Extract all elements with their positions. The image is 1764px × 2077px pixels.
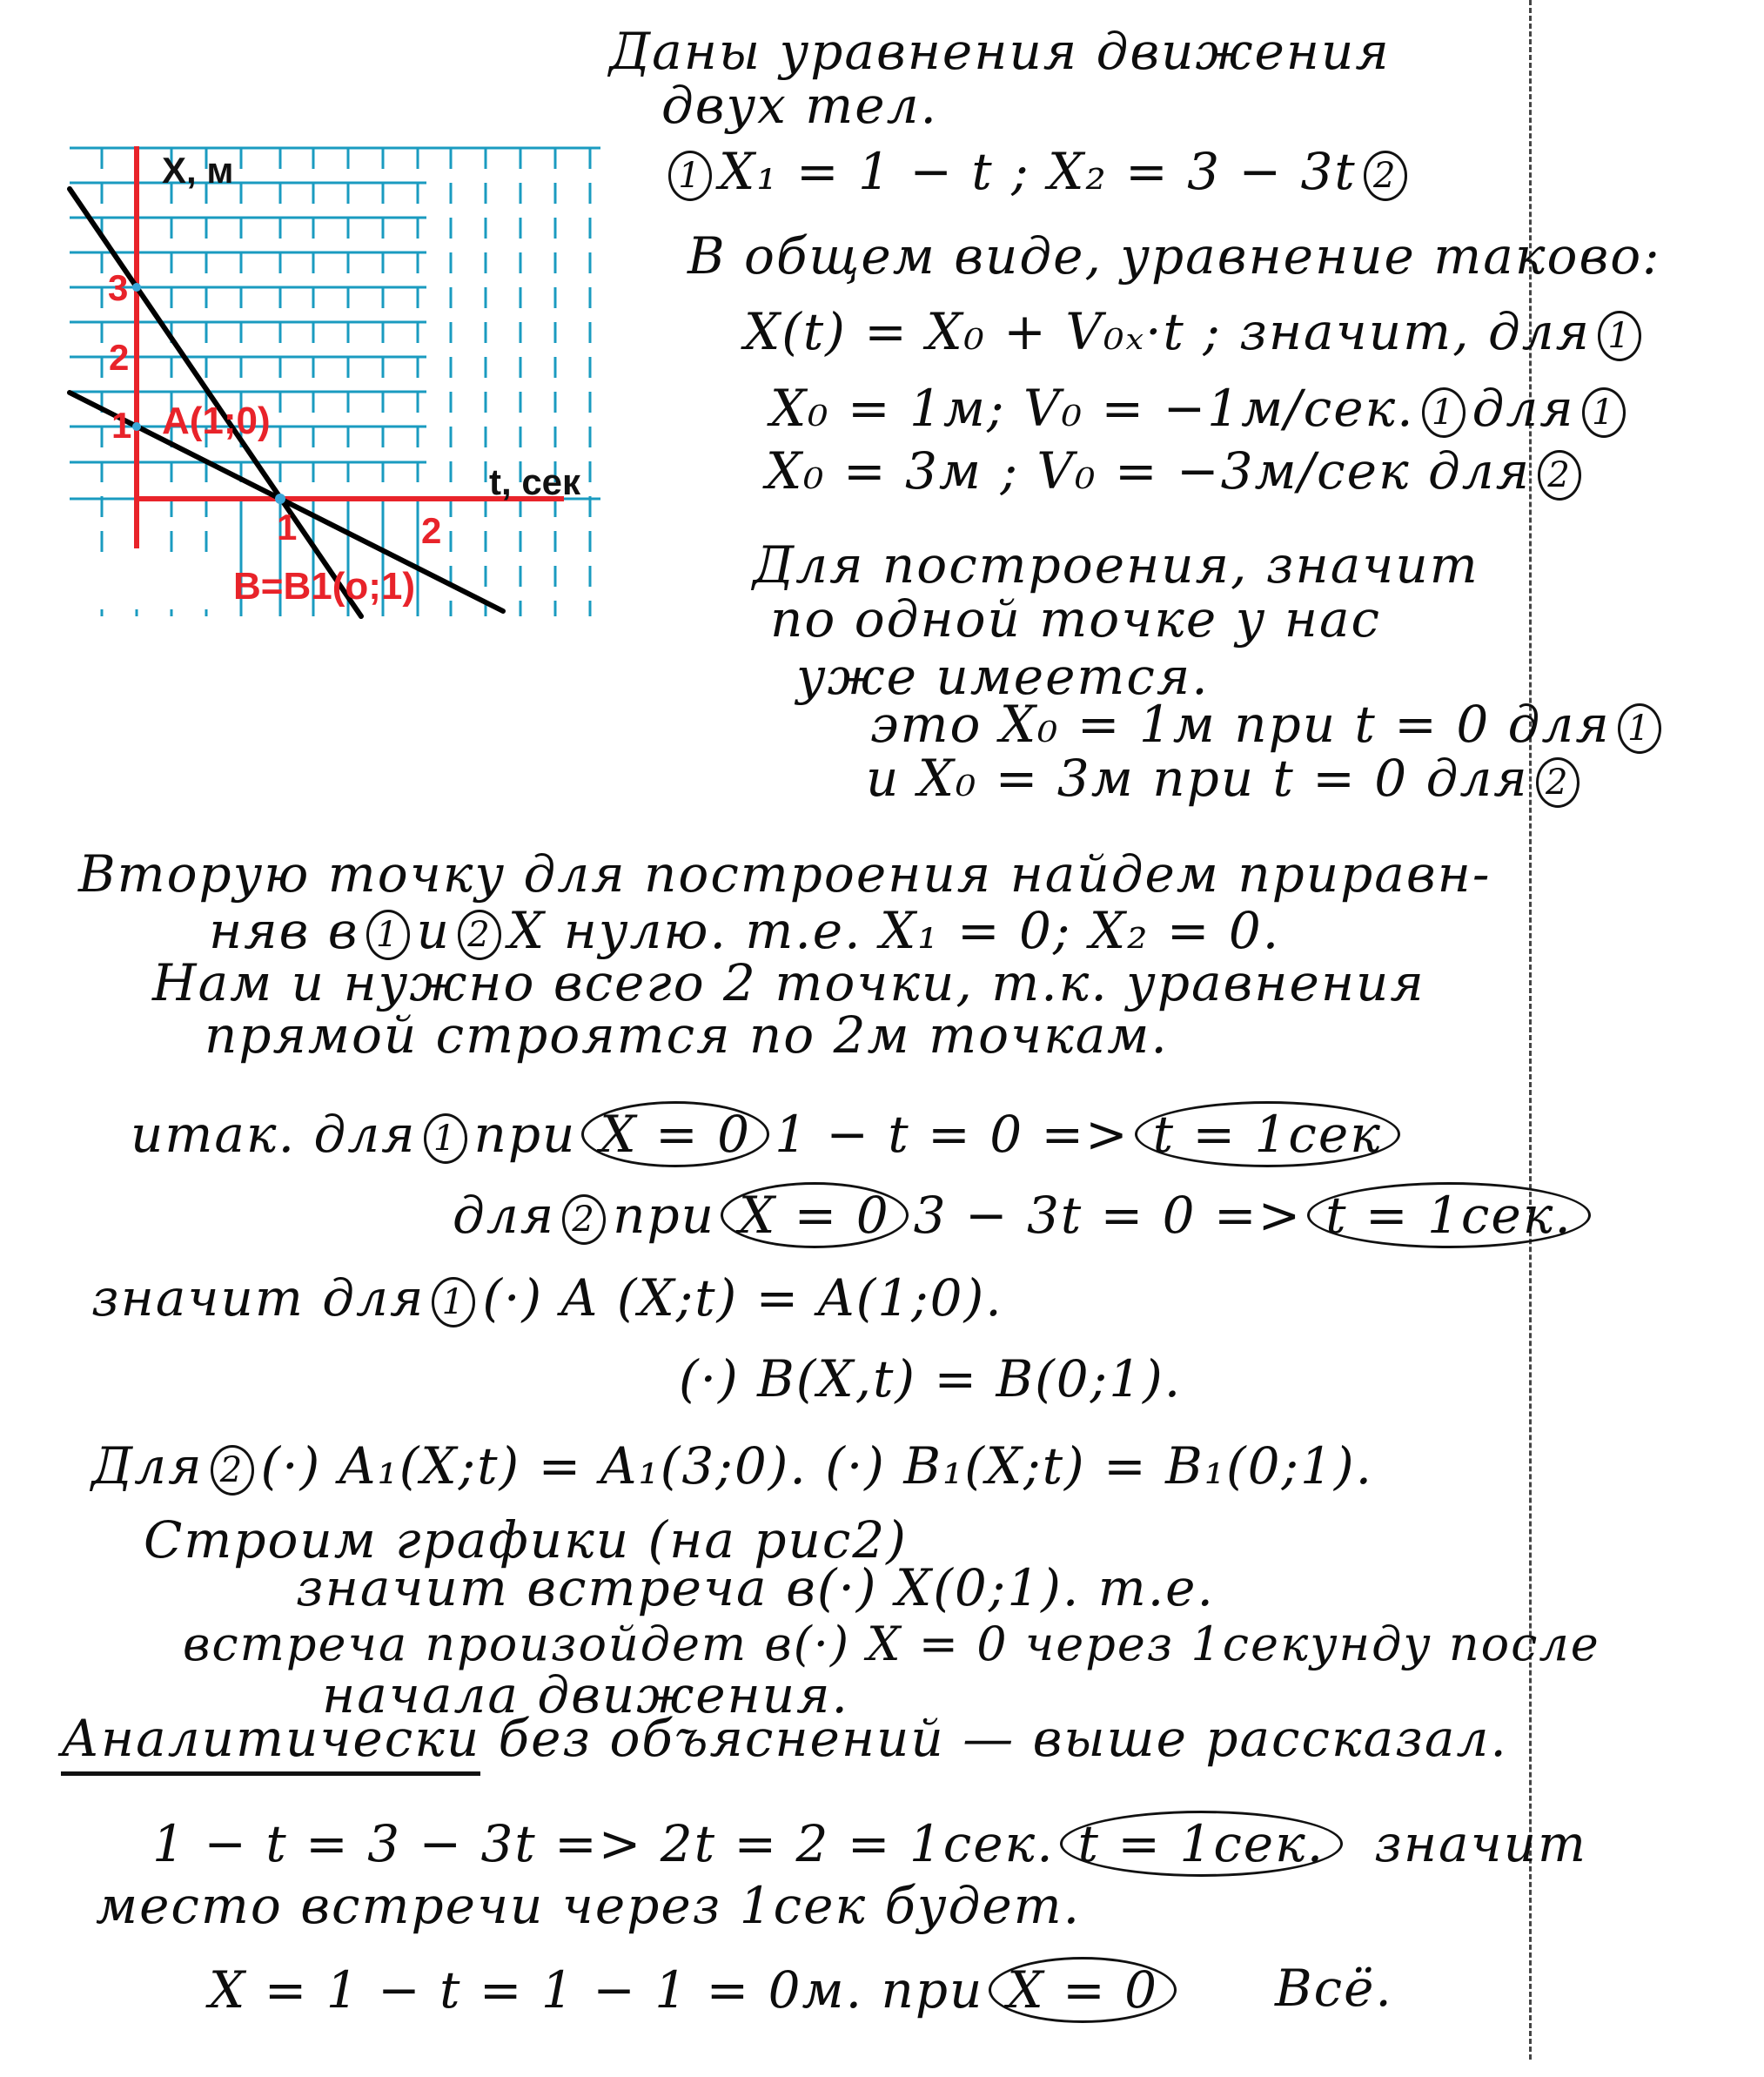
x-tick-2: 2	[421, 510, 442, 551]
point-a-label: A(1;0)	[162, 400, 271, 442]
text: X нулю. т.е. X₁ = 0; X₂ = 0.	[507, 901, 1281, 960]
text-line	[866, 749, 1586, 808]
circled-number-1: 1	[366, 910, 410, 960]
circled-result: t = 1сек	[1135, 1101, 1400, 1167]
text-line	[453, 1182, 1596, 1248]
circled-number-1: 1	[1618, 703, 1661, 754]
text: для	[1472, 379, 1575, 438]
text-line	[152, 1811, 1587, 1877]
body2-params: X₀ = 3м ; V₀ = −3м/сек для	[766, 441, 1532, 501]
text-line: уже имеется.	[796, 647, 1210, 706]
text-line: прямой строятся по 2м точкам.	[205, 1005, 1169, 1065]
text: 1 − t = 3 − 3t => 2t = 2 = 1сек.	[152, 1814, 1055, 1873]
text-line	[91, 1436, 1374, 1496]
y-axis-label: X, м	[162, 150, 234, 191]
text-line: (·) B(X,t) = B(0;1).	[679, 1349, 1183, 1408]
text-line: Строим графики (на рис2)	[144, 1510, 908, 1570]
text: при	[613, 1186, 715, 1245]
circled-number-1: 1	[1598, 311, 1641, 361]
text-line: значит встреча в(·) X(0;1). т.е.	[296, 1558, 1215, 1617]
text-line	[870, 695, 1668, 754]
circled-number-2: 2	[458, 910, 501, 960]
text-line	[209, 901, 1281, 960]
text-line-end: Всё.	[1275, 1959, 1393, 2018]
y-tick-1: 1	[111, 405, 132, 446]
general-equation: X(t) = X₀ + V₀ₓ·t ; значит, для	[744, 302, 1592, 361]
text: это X₀ = 1м при t = 0 для	[870, 695, 1611, 754]
circled-number-1: 1	[432, 1277, 475, 1328]
text: 3 − 3t = 0 =>	[913, 1186, 1303, 1245]
circled-number-2: 2	[211, 1445, 254, 1496]
text-line: Нам и нужно всего 2 точки, т.к. уравнения	[152, 953, 1425, 1012]
text-line: встреча произойдет в(·) X = 0 через 1секунду после	[183, 1617, 1600, 1671]
circled-result: t = 1сек.	[1307, 1182, 1591, 1248]
body1-params: X₀ = 1м; V₀ = −1м/сек.	[770, 379, 1415, 438]
text-line: Для построения, значит	[753, 535, 1479, 595]
text: (·) A (X;t) = A(1;0).	[482, 1268, 1003, 1328]
text-line	[744, 302, 1648, 361]
text-line: начала движения.	[322, 1665, 849, 1724]
text: X = 1 − t = 1 − 1 = 0м. при	[209, 1960, 984, 2020]
point-b-label: B=B1(o;1)	[233, 565, 416, 608]
text: и	[416, 901, 451, 960]
x-tick-1: 1	[277, 507, 298, 548]
text-line: В общем виде, уравнение таково:	[687, 226, 1661, 286]
circled-number-2: 2	[1536, 757, 1580, 808]
text-line: место встречи через 1сек будет.	[96, 1876, 1082, 1935]
motion-graph	[0, 0, 627, 662]
text-line	[770, 379, 1633, 438]
circled-number-2: 2	[1538, 450, 1581, 501]
text-line	[766, 441, 1588, 501]
circled-expression: X = 0	[581, 1101, 769, 1167]
text-line	[209, 1957, 1182, 2023]
text: значит	[1374, 1814, 1588, 1873]
text: итак. для	[131, 1105, 417, 1164]
x-axis-label: t, сек	[489, 461, 581, 502]
text-line	[61, 1709, 1508, 1768]
circled-number-2: 2	[562, 1194, 606, 1245]
circled-number-2: 2	[1364, 151, 1407, 201]
text: (·) A₁(X;t) = A₁(3;0). (·) B₁(X;t) = B₁(0;1).	[260, 1436, 1374, 1496]
grid	[70, 148, 600, 616]
equations-line	[661, 142, 1414, 201]
text: без объяснений — выше рассказал.	[480, 1709, 1508, 1768]
underlined-heading: Аналитически	[61, 1709, 480, 1776]
text-line: Вторую точку для построения найдем приравн-	[78, 844, 1492, 904]
text-line: двух тел.	[661, 76, 938, 135]
text-line	[91, 1268, 1003, 1328]
y-tick-2: 2	[109, 337, 130, 378]
text: при	[473, 1105, 577, 1164]
circled-number-1: 1	[424, 1113, 467, 1164]
text: няв в	[209, 901, 359, 960]
circled-result: t = 1сек.	[1060, 1811, 1344, 1877]
circled-number-1: 1	[668, 151, 712, 201]
text: 1 − t = 0 =>	[775, 1105, 1130, 1164]
circled-number-1: 1	[1582, 387, 1626, 438]
text-line: по одной точке у нас	[770, 589, 1382, 649]
text: Для	[91, 1436, 204, 1496]
text-line	[131, 1101, 1405, 1167]
circled-number-1: 1	[1422, 387, 1466, 438]
text: значит для	[91, 1268, 426, 1328]
circled-expression: X = 0	[721, 1182, 909, 1248]
text: и X₀ = 3м при t = 0 для	[866, 749, 1529, 808]
circled-expression: X = 0	[989, 1957, 1177, 2023]
text: для	[453, 1186, 556, 1245]
text-line: Даны уравнения движения	[609, 22, 1391, 81]
y-tick-3: 3	[108, 267, 129, 308]
equations: X₁ = 1 − t ; X₂ = 3 − 3t	[719, 142, 1357, 201]
